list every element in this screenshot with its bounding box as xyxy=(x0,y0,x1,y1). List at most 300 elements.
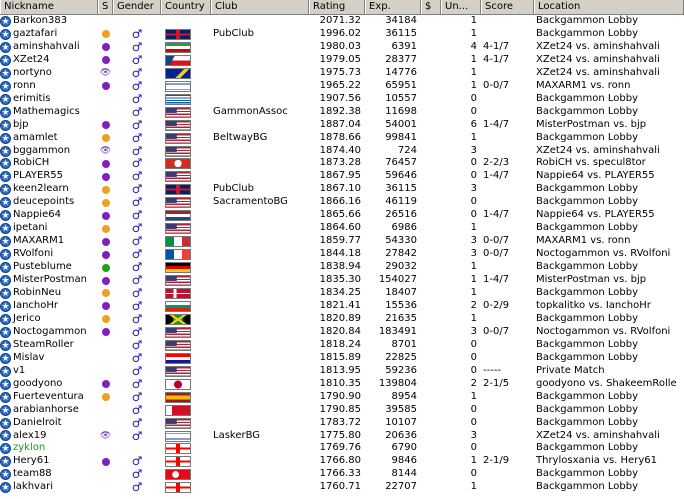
status-dot-icon xyxy=(102,277,110,285)
location-cell: XZet24 vs. aminshahvali xyxy=(536,144,660,156)
table-row[interactable] xyxy=(0,54,684,67)
nickname-text: RVolfoni xyxy=(13,248,54,260)
dollar-cell xyxy=(421,41,441,54)
location-cell: RobiCH vs. specul8tor xyxy=(536,157,646,169)
nickname-cell[interactable] xyxy=(0,481,98,494)
country-cell xyxy=(161,15,211,28)
player-star-icon: ★ xyxy=(1,159,10,170)
table-row[interactable] xyxy=(0,157,684,170)
player-star-icon: ★ xyxy=(1,431,10,442)
score-cell: 2-2/3 xyxy=(483,157,510,169)
country-cell xyxy=(161,196,211,209)
country-cell xyxy=(161,54,211,67)
status-cell xyxy=(98,481,113,494)
dollar-cell xyxy=(421,468,441,481)
status-dot-icon xyxy=(102,380,110,388)
location-cell: XZet24 vs. aminshahvali xyxy=(536,66,660,78)
rating-cell: 1810.35 xyxy=(319,377,361,389)
score-cell: 0-0/7 xyxy=(483,248,510,260)
table-row[interactable] xyxy=(0,468,684,481)
nickname-cell[interactable] xyxy=(0,183,98,196)
unfinished-cell: 0 xyxy=(470,468,477,480)
country-flag-icon xyxy=(165,223,191,234)
player-star-icon: ★ xyxy=(1,353,10,364)
country-flag-icon xyxy=(165,146,191,157)
nickname-cell[interactable] xyxy=(0,430,98,443)
nickname-cell[interactable] xyxy=(0,119,98,132)
table-row[interactable] xyxy=(0,170,684,183)
unfinished-cell: 1 xyxy=(470,53,477,65)
unfinished-cell: 1 xyxy=(470,222,477,234)
location-cell: Backgammon Lobby xyxy=(536,416,638,428)
col-score[interactable]: Score xyxy=(481,0,534,14)
player-star-icon: ★ xyxy=(1,68,10,79)
country-cell xyxy=(161,455,211,468)
nickname-cell[interactable] xyxy=(0,391,98,404)
country-flag-icon xyxy=(165,42,191,53)
nickname-cell[interactable] xyxy=(0,404,98,417)
country-flag-icon xyxy=(165,262,191,273)
status-dot-icon xyxy=(102,199,110,207)
experience-cell: 27842 xyxy=(385,248,417,260)
nickname-text: erimitis xyxy=(13,92,51,104)
experience-cell: 139804 xyxy=(378,377,417,389)
rating-cell: 1775.80 xyxy=(319,429,361,441)
table-row[interactable] xyxy=(0,404,684,417)
club-cell xyxy=(211,468,309,481)
rating-cell: 1790.90 xyxy=(319,390,361,402)
table-row[interactable] xyxy=(0,119,684,132)
experience-cell: 14776 xyxy=(385,66,417,78)
col-experience[interactable]: Exp. xyxy=(365,0,421,14)
nickname-text: deucepoints xyxy=(13,196,75,208)
table-row[interactable] xyxy=(0,80,684,93)
rating-cell: 1820.89 xyxy=(319,312,361,324)
experience-cell: 54001 xyxy=(385,118,417,130)
experience-cell: 20636 xyxy=(385,429,417,441)
nickname-cell[interactable] xyxy=(0,455,98,468)
status-dot-icon xyxy=(102,225,110,233)
country-flag-icon xyxy=(165,29,191,40)
table-row[interactable] xyxy=(0,430,684,443)
nickname-cell[interactable] xyxy=(0,378,98,391)
gender-male-icon: ♂ xyxy=(131,144,143,158)
col-unfinished[interactable]: Un... xyxy=(441,0,481,14)
unfinished-cell: 3 xyxy=(470,144,477,156)
table-row[interactable] xyxy=(0,378,684,391)
nickname-text: Mathemagics xyxy=(13,105,80,117)
nickname-cell[interactable] xyxy=(0,222,98,235)
nickname-cell[interactable] xyxy=(0,352,98,365)
status-dot-icon xyxy=(102,393,110,401)
status-cell xyxy=(98,248,113,261)
club-cell: LaskerBG xyxy=(213,429,261,441)
score-cell xyxy=(481,287,534,300)
dollar-cell xyxy=(421,378,441,391)
country-cell xyxy=(161,442,211,455)
experience-cell: 8144 xyxy=(391,468,417,480)
country-flag-icon xyxy=(165,431,191,442)
experience-cell: 39585 xyxy=(385,403,417,415)
status-dot-icon xyxy=(102,251,110,259)
table-row[interactable] xyxy=(0,326,684,339)
table-row[interactable] xyxy=(0,455,684,468)
rating-cell: 1892.38 xyxy=(319,105,361,117)
club-cell xyxy=(211,391,309,404)
nickname-text: RobinNeu xyxy=(13,287,62,299)
score-cell xyxy=(481,352,534,365)
table-row[interactable] xyxy=(0,274,684,287)
dollar-cell xyxy=(421,248,441,261)
score-cell: 1-4/7 xyxy=(483,209,510,221)
score-cell: 2-1/5 xyxy=(483,377,510,389)
nickname-text: team88 xyxy=(13,468,52,480)
col-rating[interactable]: Rating xyxy=(309,0,365,14)
score-cell xyxy=(481,339,534,352)
unfinished-cell: 0 xyxy=(470,403,477,415)
nickname-text: bggammon xyxy=(13,144,71,156)
col-dollar[interactable]: $ xyxy=(421,0,441,14)
unfinished-cell: 3 xyxy=(470,429,477,441)
score-cell: 4-1/7 xyxy=(483,40,510,52)
location-cell: Backgammon Lobby xyxy=(536,351,638,363)
nickname-cell[interactable] xyxy=(0,67,98,80)
nickname-cell[interactable] xyxy=(0,235,98,248)
score-cell xyxy=(481,442,534,455)
location-cell: Backgammon Lobby xyxy=(536,338,638,350)
table-row[interactable] xyxy=(0,222,684,235)
nickname-text: Danielroit xyxy=(13,416,62,428)
score-cell: 0-0/7 xyxy=(483,325,510,337)
col-nickname[interactable]: Nickname xyxy=(0,0,98,14)
nickname-cell[interactable] xyxy=(0,41,98,54)
nickname-cell[interactable] xyxy=(0,132,98,145)
status-cell xyxy=(98,209,113,222)
player-star-icon: ★ xyxy=(1,392,10,403)
experience-cell: 22707 xyxy=(385,481,417,493)
table-row[interactable] xyxy=(0,209,684,222)
club-cell xyxy=(211,300,309,313)
nickname-text: gaztafari xyxy=(13,27,58,39)
nickname-cell[interactable] xyxy=(0,15,98,28)
location-cell: Noctogammon vs. RVolfoni xyxy=(536,248,671,260)
status-cell xyxy=(98,67,113,80)
status-cell xyxy=(98,274,113,287)
dollar-cell xyxy=(421,93,441,106)
player-star-icon: ★ xyxy=(1,16,10,27)
club-cell xyxy=(211,54,309,67)
rating-cell: 1867.10 xyxy=(319,183,361,195)
location-cell: Private Match xyxy=(536,364,605,376)
location-cell: Backgammon Lobby xyxy=(536,442,638,454)
player-star-icon: ★ xyxy=(1,120,10,131)
nickname-cell[interactable] xyxy=(0,28,98,41)
col-country[interactable]: Country xyxy=(161,0,211,14)
gender-male-icon: ♂ xyxy=(131,364,143,378)
score-cell: 0-0/7 xyxy=(483,79,510,91)
location-cell: MisterPostman vs. bjp xyxy=(536,118,647,130)
location-cell: MAXARM1 vs. ronn xyxy=(536,79,631,91)
experience-cell: 36115 xyxy=(385,183,417,195)
status-dot-icon xyxy=(102,212,110,220)
rating-cell: 1996.02 xyxy=(319,27,361,39)
location-cell: Backgammon Lobby xyxy=(536,403,638,415)
status-cell xyxy=(98,183,113,196)
nickname-cell[interactable] xyxy=(0,196,98,209)
nickname-cell[interactable] xyxy=(0,80,98,93)
unfinished-cell: 1 xyxy=(470,131,477,143)
unfinished-cell: 1 xyxy=(470,79,477,91)
player-star-icon: ★ xyxy=(1,107,10,118)
rating-cell: 1864.60 xyxy=(319,222,361,234)
gender-male-icon: ♂ xyxy=(131,183,143,197)
unfinished-cell: 2 xyxy=(470,299,477,311)
nickname-cell[interactable] xyxy=(0,145,98,158)
club-cell xyxy=(211,339,309,352)
player-star-icon: ★ xyxy=(1,418,10,429)
status-cell xyxy=(98,300,113,313)
dollar-cell xyxy=(421,145,441,158)
table-row[interactable] xyxy=(0,352,684,365)
score-cell xyxy=(481,481,534,494)
status-cell xyxy=(98,391,113,404)
table-row[interactable] xyxy=(0,132,684,145)
country-cell xyxy=(161,183,211,196)
table-row[interactable] xyxy=(0,442,684,455)
gender-male-icon: ♂ xyxy=(131,351,143,365)
status-cell xyxy=(98,170,113,183)
player-star-icon: ★ xyxy=(1,224,10,235)
score-cell: 1-4/7 xyxy=(483,274,510,286)
rating-cell: 1790.85 xyxy=(319,403,361,415)
col-status[interactable]: S xyxy=(98,0,113,14)
location-cell: Backgammon Lobby xyxy=(536,390,638,402)
location-cell: Backgammon Lobby xyxy=(536,287,638,299)
table-row[interactable] xyxy=(0,481,684,494)
status-dot-icon xyxy=(102,302,110,310)
unfinished-cell: 1 xyxy=(470,274,477,286)
player-star-icon: ★ xyxy=(1,327,10,338)
experience-cell: 15536 xyxy=(385,299,417,311)
table-row[interactable] xyxy=(0,183,684,196)
dollar-cell xyxy=(421,15,441,28)
rating-cell: 1979.05 xyxy=(319,53,361,65)
rating-cell: 1815.89 xyxy=(319,351,361,363)
table-row[interactable] xyxy=(0,287,684,300)
col-club[interactable]: Club xyxy=(211,0,309,14)
nickname-cell[interactable] xyxy=(0,287,98,300)
status-cell xyxy=(98,287,113,300)
dollar-cell xyxy=(421,222,441,235)
status-cell xyxy=(98,261,113,274)
nickname-cell[interactable] xyxy=(0,468,98,481)
nickname-cell[interactable] xyxy=(0,274,98,287)
experience-cell: 59646 xyxy=(385,170,417,182)
country-cell xyxy=(161,235,211,248)
unfinished-cell: 3 xyxy=(470,325,477,337)
country-cell xyxy=(161,261,211,274)
gender-male-icon: ♂ xyxy=(131,40,143,54)
player-rows xyxy=(0,15,684,494)
dollar-cell xyxy=(421,119,441,132)
nickname-text: v1 xyxy=(13,364,26,376)
country-flag-icon xyxy=(165,392,191,403)
gender-male-icon: ♂ xyxy=(131,261,143,275)
experience-cell: 99841 xyxy=(385,131,417,143)
table-row[interactable] xyxy=(0,28,684,41)
nickname-cell[interactable] xyxy=(0,365,98,378)
nickname-text: Hery61 xyxy=(13,455,50,467)
experience-cell: 9846 xyxy=(391,455,417,467)
dollar-cell xyxy=(421,455,441,468)
status-dot-icon xyxy=(102,328,110,336)
experience-cell: 6790 xyxy=(391,442,417,454)
country-cell xyxy=(161,430,211,443)
col-gender[interactable]: Gender xyxy=(113,0,161,14)
location-cell: XZet24 vs. aminshahvali xyxy=(536,40,660,52)
rating-cell: 1766.33 xyxy=(319,468,361,480)
table-row[interactable] xyxy=(0,196,684,209)
dollar-cell xyxy=(421,261,441,274)
nickname-text: Jerico xyxy=(13,312,41,324)
player-star-icon: ★ xyxy=(1,366,10,377)
nickname-cell[interactable] xyxy=(0,261,98,274)
nickname-cell[interactable] xyxy=(0,157,98,170)
dollar-cell xyxy=(421,404,441,417)
table-row[interactable] xyxy=(0,391,684,404)
club-cell xyxy=(211,67,309,80)
score-cell: 1-4/7 xyxy=(483,118,510,130)
unfinished-cell: 0 xyxy=(470,157,477,169)
nickname-text: lakhvari xyxy=(13,481,53,493)
country-cell xyxy=(161,41,211,54)
unfinished-cell: 3 xyxy=(470,235,477,247)
rating-cell: 1965.22 xyxy=(319,79,361,91)
club-cell xyxy=(211,170,309,183)
country-flag-icon xyxy=(165,133,191,144)
nickname-cell[interactable] xyxy=(0,209,98,222)
player-star-icon: ★ xyxy=(1,405,10,416)
table-row[interactable] xyxy=(0,15,684,28)
country-cell xyxy=(161,80,211,93)
status-cell xyxy=(98,313,113,326)
rating-cell: 1834.25 xyxy=(319,287,361,299)
table-row[interactable] xyxy=(0,93,684,106)
experience-cell: 6391 xyxy=(391,40,417,52)
dollar-cell xyxy=(421,300,441,313)
status-dot-icon xyxy=(102,30,110,38)
player-star-icon: ★ xyxy=(1,237,10,248)
experience-cell: 54330 xyxy=(385,235,417,247)
rating-cell: 1867.95 xyxy=(319,170,361,182)
gender-male-icon: ♂ xyxy=(131,429,143,443)
club-cell xyxy=(211,365,309,378)
gender-male-icon: ♂ xyxy=(131,312,143,326)
player-star-icon: ★ xyxy=(1,185,10,196)
nickname-cell[interactable] xyxy=(0,339,98,352)
nickname-cell[interactable] xyxy=(0,54,98,67)
status-cell xyxy=(98,378,113,391)
rating-cell: 1769.76 xyxy=(319,442,361,454)
nickname-cell[interactable] xyxy=(0,248,98,261)
table-row[interactable] xyxy=(0,313,684,326)
nickname-cell[interactable] xyxy=(0,170,98,183)
table-row[interactable] xyxy=(0,145,684,158)
club-cell xyxy=(211,261,309,274)
nickname-text: zyklon xyxy=(13,442,46,454)
experience-cell: 76457 xyxy=(385,157,417,169)
experience-cell: 154027 xyxy=(378,274,417,286)
table-row[interactable] xyxy=(0,67,684,80)
club-cell xyxy=(211,15,309,28)
nickname-cell[interactable] xyxy=(0,442,98,455)
unfinished-cell: 0 xyxy=(470,92,477,104)
country-cell xyxy=(161,274,211,287)
table-row[interactable] xyxy=(0,365,684,378)
player-star-icon: ★ xyxy=(1,146,10,157)
location-cell: Backgammon Lobby xyxy=(536,131,638,143)
table-row[interactable] xyxy=(0,106,684,119)
score-cell xyxy=(481,28,534,41)
nickname-text: IanchoHr xyxy=(13,299,58,311)
country-cell xyxy=(161,222,211,235)
col-location[interactable]: Location xyxy=(534,0,684,14)
status-dot-icon xyxy=(102,458,110,466)
club-cell: SacramentoBG xyxy=(213,196,288,208)
nickname-cell[interactable] xyxy=(0,313,98,326)
table-row[interactable] xyxy=(0,417,684,430)
table-row[interactable] xyxy=(0,300,684,313)
nickname-text: ronn xyxy=(13,79,36,91)
gender-male-icon: ♂ xyxy=(131,403,143,417)
gender-male-icon: ♂ xyxy=(131,92,143,106)
location-cell: topkalitko vs. IanchoHr xyxy=(536,299,651,311)
table-row[interactable] xyxy=(0,235,684,248)
score-cell xyxy=(481,261,534,274)
nickname-text: arabianhorse xyxy=(13,403,79,415)
experience-cell: 8701 xyxy=(391,338,417,350)
status-dot-icon xyxy=(102,56,110,64)
gender-male-icon: ♂ xyxy=(131,66,143,80)
club-cell xyxy=(211,93,309,106)
club-cell xyxy=(211,326,309,339)
table-row[interactable] xyxy=(0,41,684,54)
nickname-text: goodyono xyxy=(13,377,63,389)
nickname-cell[interactable] xyxy=(0,300,98,313)
location-cell: Backgammon Lobby xyxy=(536,92,638,104)
status-cell xyxy=(98,196,113,209)
country-cell xyxy=(161,352,211,365)
status-cell xyxy=(98,119,113,132)
nickname-cell[interactable] xyxy=(0,93,98,106)
nickname-cell[interactable] xyxy=(0,106,98,119)
table-row[interactable] xyxy=(0,261,684,274)
gender-male-icon: ♂ xyxy=(131,196,143,210)
nickname-cell[interactable] xyxy=(0,417,98,430)
table-row[interactable] xyxy=(0,248,684,261)
status-cell xyxy=(98,365,113,378)
player-star-icon: ★ xyxy=(1,263,10,274)
rating-cell: 1838.94 xyxy=(319,261,361,273)
rating-cell: 2071.32 xyxy=(319,15,361,26)
country-flag-icon xyxy=(165,327,191,338)
rating-cell: 1874.40 xyxy=(319,144,361,156)
rating-cell: 1783.72 xyxy=(319,416,361,428)
nickname-cell[interactable] xyxy=(0,326,98,339)
table-row[interactable] xyxy=(0,339,684,352)
status-cell xyxy=(98,28,113,41)
status-dot-icon xyxy=(102,134,110,142)
